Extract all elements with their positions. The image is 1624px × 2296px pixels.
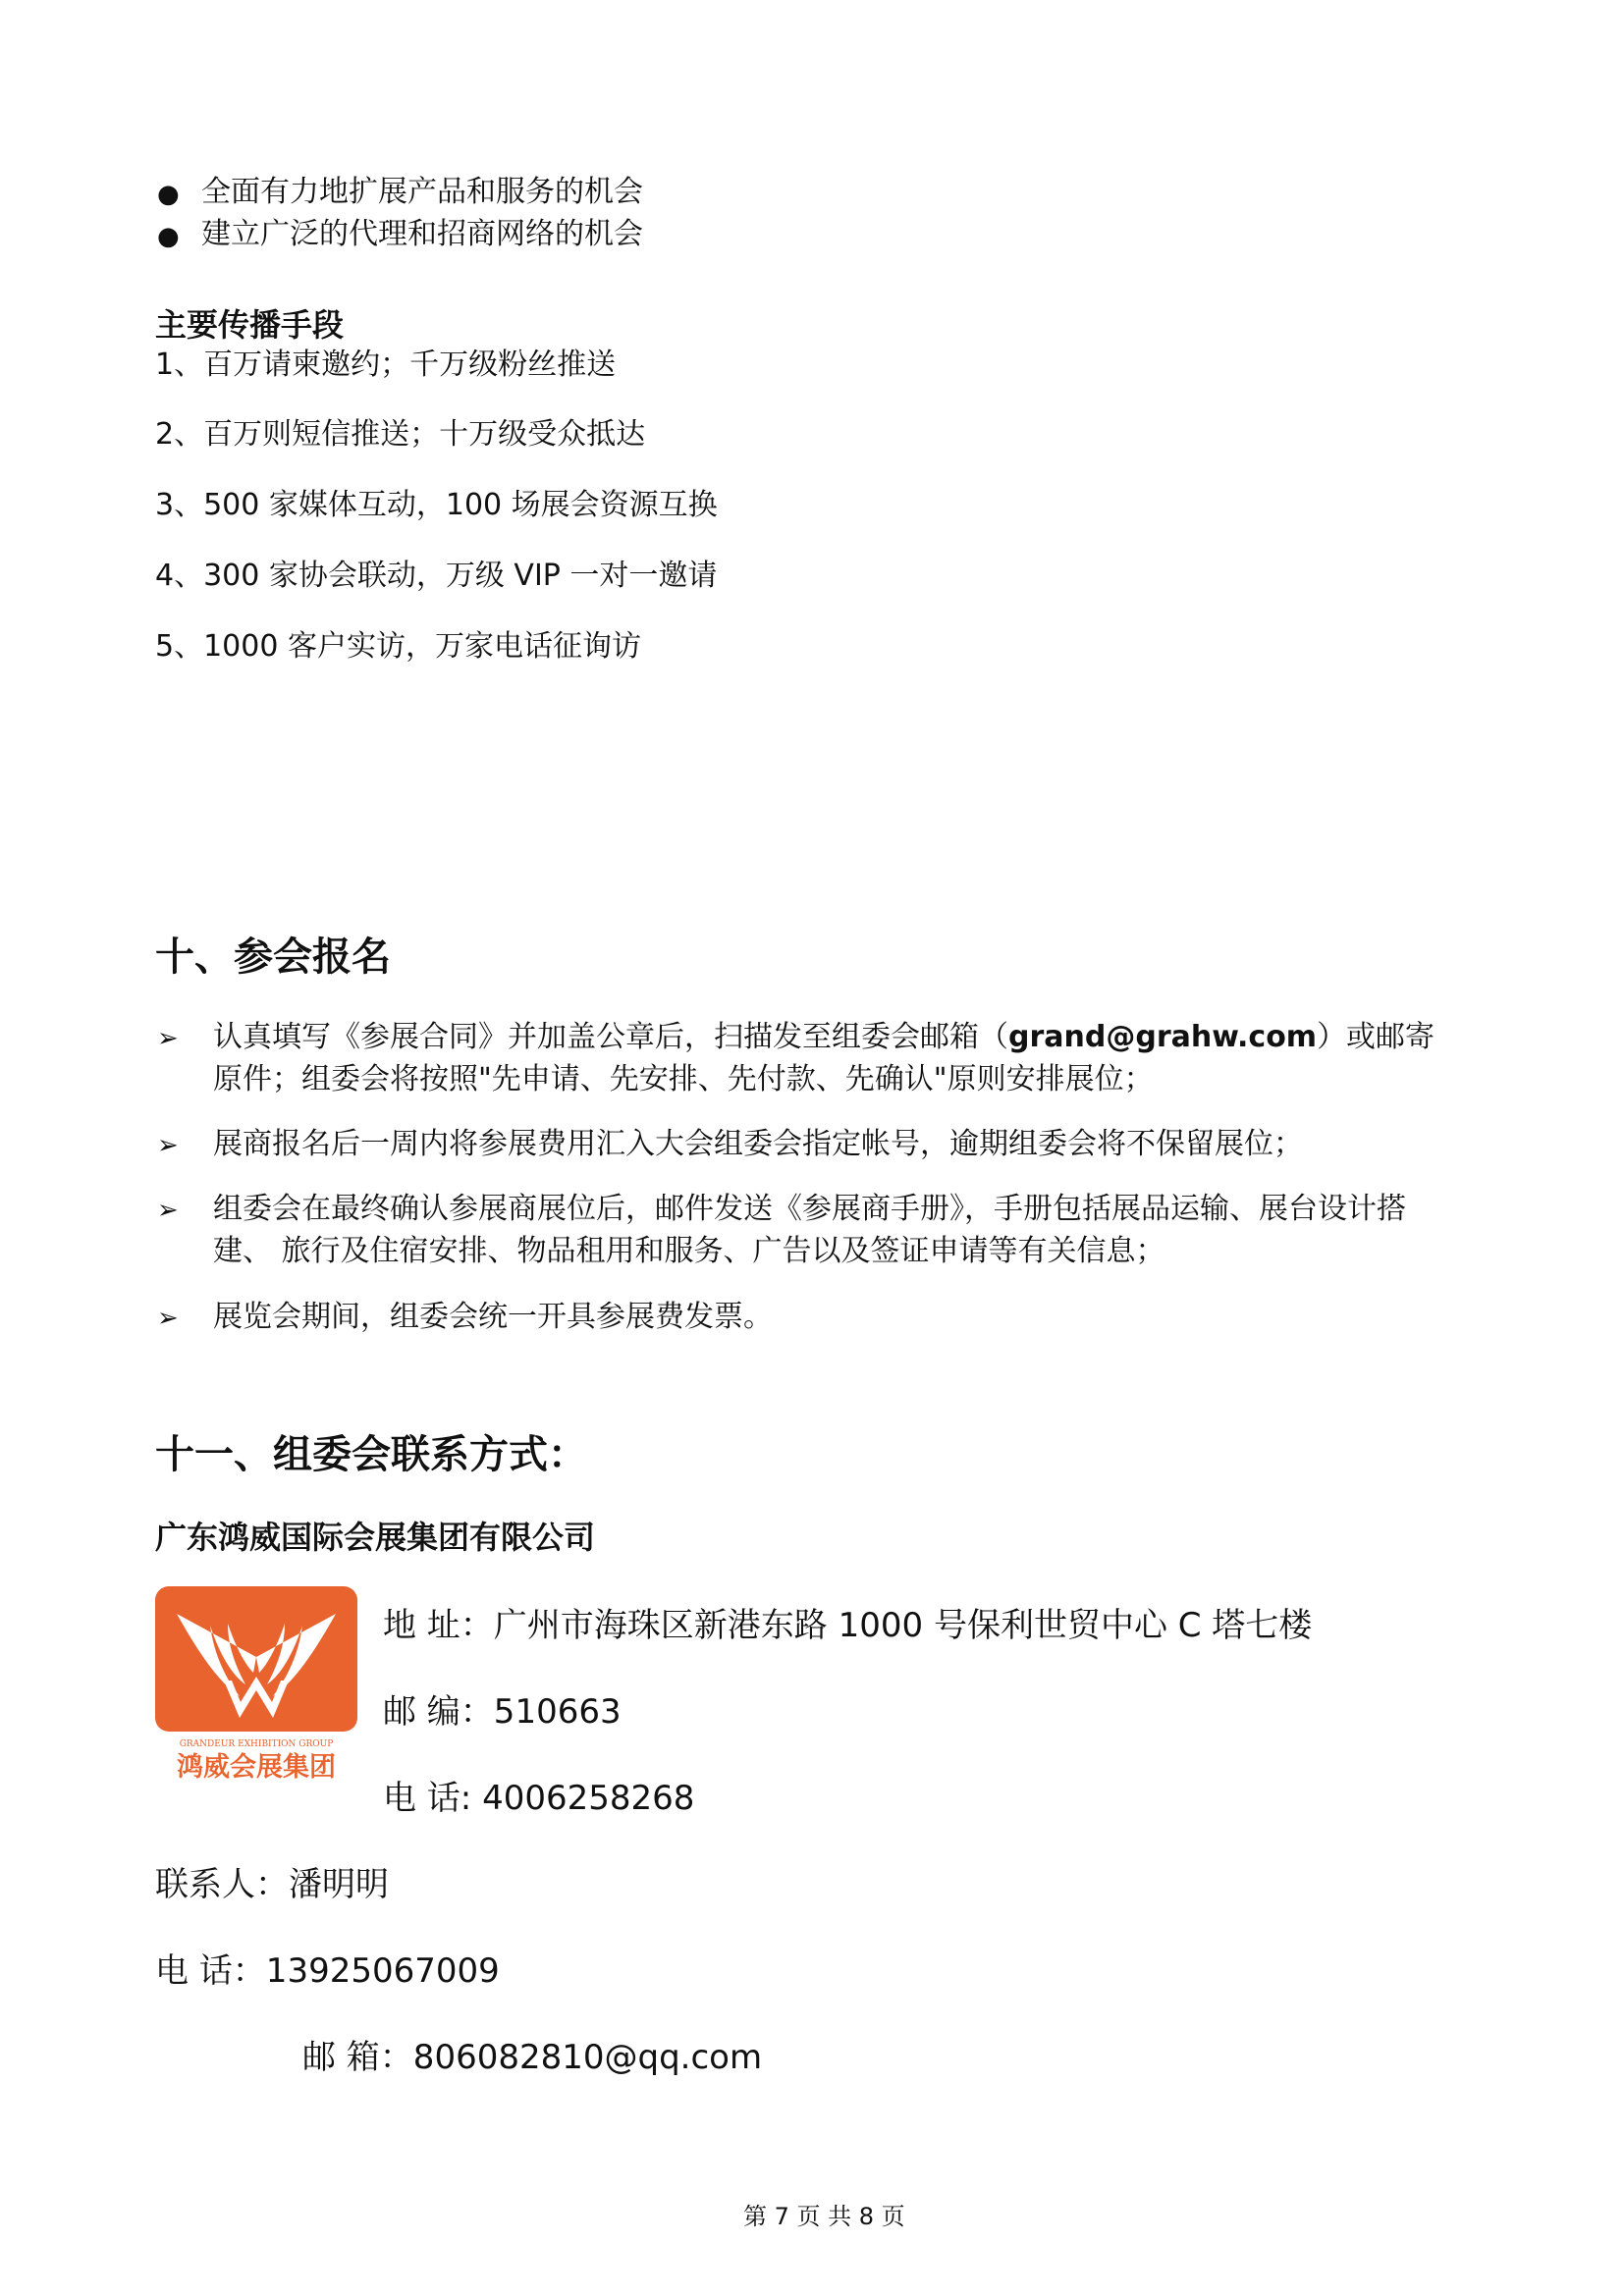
- registration-item: [213, 1016, 1435, 1059]
- organizer-email[interactable]: grand@grahw.com: [1008, 1020, 1318, 1054]
- arrow-bullet: ➢: [157, 1024, 179, 1053]
- contact-mobile: 电 话：13925067009: [155, 1951, 500, 1991]
- registration-item: 展商报名后一周内将参展费用汇入大会组委会指定帐号，逾期组委会将不保留展位；: [213, 1127, 1303, 1161]
- channel-item: 5、1000 客户实访，万家电话征询访: [155, 629, 641, 664]
- address: 地 址：广州市海珠区新港东路 1000 号保利世贸中心 C 塔七楼: [383, 1606, 1313, 1645]
- registration-title: 十、参会报名: [155, 934, 391, 980]
- bullet-text: 全面有力地扩展产品和服务的机会: [201, 175, 643, 209]
- page-number: 第 7 页 共 8 页: [743, 2203, 905, 2230]
- registration-item: 组委会在最终确认参展商展位后，邮件发送《参展商手册》，手册包括展品运输、展台设计搭: [213, 1192, 1406, 1226]
- channel-item: 1、百万请柬邀约；千万级粉丝推送: [155, 347, 617, 382]
- logo-background: [155, 1586, 357, 1732]
- company-phone: 电 话: 4006258268: [383, 1779, 695, 1818]
- contact-title: 十一、组委会联系方式：: [155, 1432, 587, 1477]
- company-name: 广东鸿威国际会展集团有限公司: [155, 1519, 596, 1556]
- channel-item: 2、百万则短信推送；十万级受众抵达: [155, 417, 646, 452]
- logo-icon: [155, 1586, 357, 1783]
- logo-cn-text: 鸿威会展集团: [177, 1752, 336, 1783]
- bullet-dot: ●: [157, 180, 180, 209]
- registration-item-cont: 建、 旅行及住宿安排、物品租用和服务、广告以及签证申请等有关信息；: [213, 1234, 1165, 1268]
- registration-item: 展览会期间，组委会统一开具参展费发票。: [213, 1300, 773, 1334]
- postcode: 邮 编：510663: [383, 1692, 622, 1732]
- registration-text: ）或邮寄: [1317, 1020, 1435, 1054]
- registration-text: 认真填写《参展合同》并加盖公章后，扫描发至组委会邮箱（: [213, 1020, 1008, 1054]
- company-logo: [155, 1586, 357, 1783]
- channel-item: 4、300 家协会联动，万级 VIP 一对一邀请: [155, 559, 718, 593]
- registration-item-cont: 原件；组委会将按照"先申请、先安排、先付款、先确认"原则安排展位；: [213, 1062, 1154, 1096]
- arrow-bullet: ➢: [157, 1131, 179, 1160]
- contact-email[interactable]: 邮 箱：806082810@qq.com: [302, 2038, 763, 2077]
- channel-item: 3、500 家媒体互动，100 场展会资源互换: [155, 488, 718, 522]
- channels-title: 主要传播手段: [155, 306, 345, 344]
- bullet-dot: ●: [157, 222, 180, 251]
- arrow-bullet: ➢: [157, 1196, 179, 1225]
- contact-person: 联系人：潘明明: [155, 1865, 389, 1904]
- bullet-text: 建立广泛的代理和招商网络的机会: [201, 217, 643, 251]
- arrow-bullet: ➢: [157, 1304, 179, 1333]
- logo-en-text: GRANDEUR EXHIBITION GROUP: [179, 1739, 334, 1749]
